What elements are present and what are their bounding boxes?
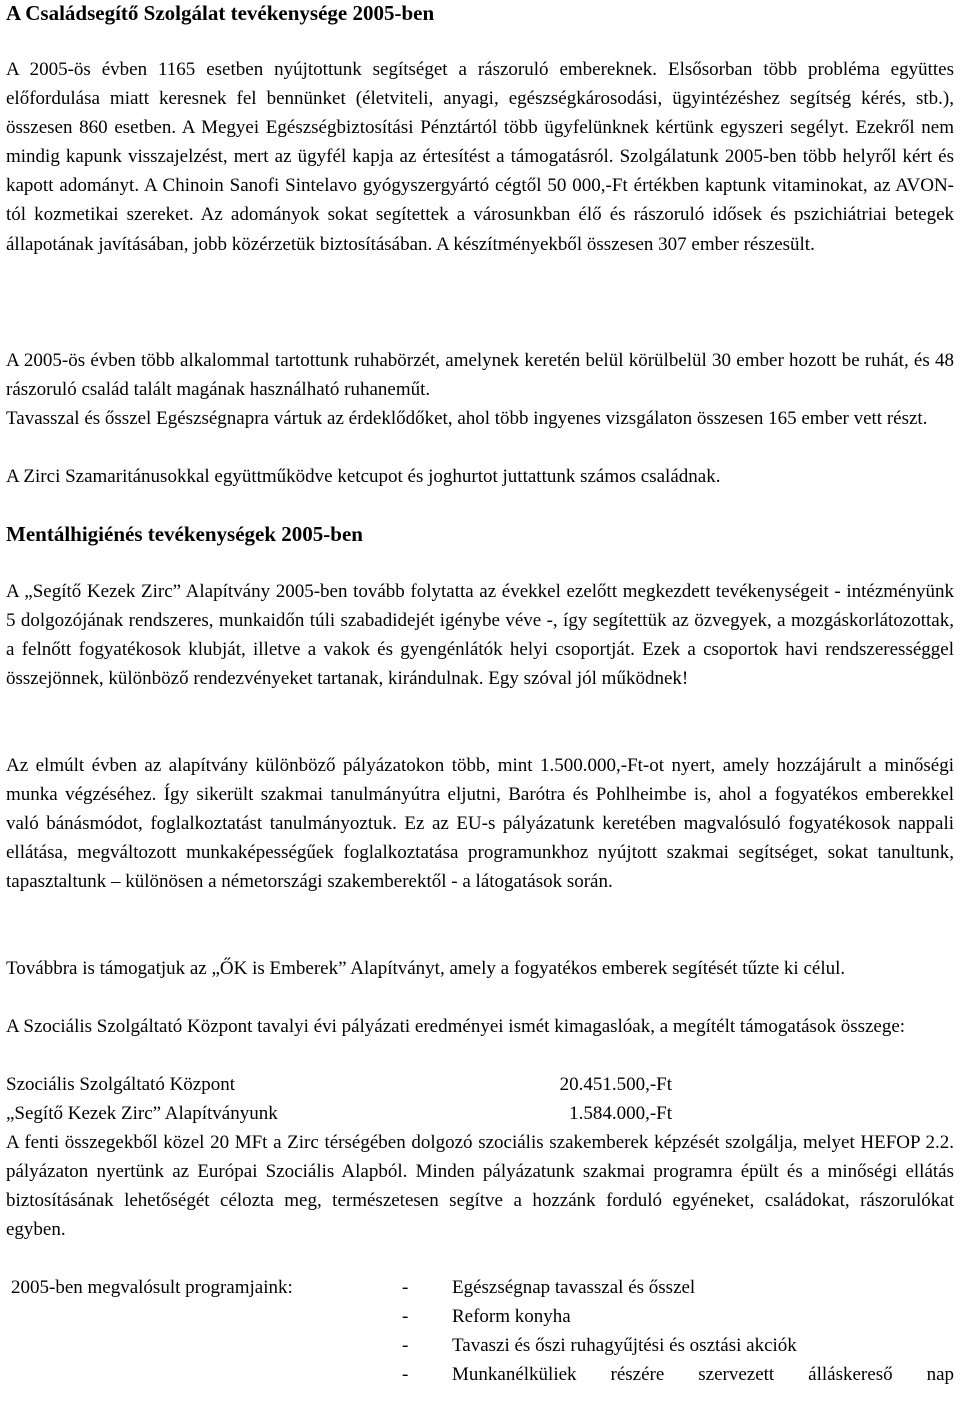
amount-value: 20.451.500,-Ft	[559, 1074, 672, 1095]
list-bullet-dash: -	[402, 1364, 409, 1385]
amount-name: Szociális Szolgáltató Központ	[6, 1074, 236, 1095]
project-list-item: Egészségnap tavasszal és ősszel	[452, 1277, 696, 1298]
paragraph-health-day: Tavasszal és ősszel Egészségnapra vártuk az érdeklődőket, ahol több ingyenes vizsgálaton összesen 165 ember vett részt.	[6, 408, 928, 429]
paragraph-ok-is-emberek: Továbbra is támogatjuk az „ŐK is Emberek” Alapítványt, amely a fogyatékos emberek segítését tűzte ki célul.	[6, 958, 846, 979]
project-list-item: Tavaszi és őszi ruhagyűjtési és osztási akciók	[452, 1335, 797, 1356]
project-list-item: Munkanélküliek részére szervezett álláskereső nap	[452, 1364, 954, 1385]
paragraph-clothing-exchange: A 2005-ös évben több alkalommal tartottunk ruhabörzét, amelynek keretén belül körülbelül 30 ember hozott be ruhát, és 48 rászoruló család talált magának használható ruhaneműt.	[6, 350, 954, 401]
amount-row	[6, 1099, 954, 1128]
amount-row	[6, 1070, 954, 1099]
section-title-mental-hygiene: Mentálhigiénés tevékenységek 2005-ben	[6, 522, 363, 546]
section-title-family-support: A Családsegítő Szolgálat tevékenysége 2005-ben	[6, 1, 435, 25]
paragraph-grants-study-trip: Az elmúlt évben az alapítvány különböző pályázatokon több, mint 1.500.000,-Ft-ot nyert, amely hozzájárult a minőségi munka végzéséhez. Így sikerült szakmai tanulmányútra eljutni, Barótra és Pohlheimbe is, ahol a fogyatékos emberekkel való bánásmódot, foglalkoztatást tanulmányoztuk. Ez az EU-s pályázatunk keretében magvalósuló fogyatékosok nappali ellátása, megváltozott munkaképességűek foglalkoztatása programunkhoz nyújtott szakmai segítséget, sokat tanultunk, tapasztaltunk – különösen a németországi szakemberektől - a látogatások során.	[6, 755, 954, 893]
paragraph-family-support-summary: A 2005-ös évben 1165 esetben nyújtottunk segítséget a rászoruló embereknek. Elsősorban több probléma együttes előfordulása miatt keresnek fel bennünket (életviteli, anyagi, egészségkárosodási, ügyintézéshez segítség kérés, stb.), összesen 860 esetben. A Megyei Egészségbiztosítási Pénztártól több ügyfelünknek kértünk egyszeri segélyt. Ezekről nem mindig kapunk visszajelzést, mert az ügyfél kapja az értesítést a támogatásról. Szolgálatunk 2005-ben több helyről kért és kapott adományt. A Chinoin Sanofi Sintelavo gyógyszergyártó cégtől 50 000,-Ft értékben kaptunk vitaminokat, az AVON-tól kozmetikai szereket. Az adományok sokat segítettek a városunkban élő és rászoruló idősek és pszichiátriai betegek állapotának javításában, jobb közérzetük biztosításában. A készítményekből összesen 307 ember részesült.	[6, 59, 954, 255]
list-bullet-dash: -	[402, 1306, 409, 1327]
project-list-item: Reform konyha	[452, 1306, 571, 1327]
amount-value: 1.584.000,-Ft	[569, 1103, 672, 1124]
list-bullet-dash: -	[402, 1277, 409, 1298]
projects-label: 2005-ben megvalósult programjaink:	[11, 1277, 293, 1298]
paragraph-grant-results: A Szociális Szolgáltató Központ tavalyi évi pályázati eredményei ismét kimagaslóak, a megítélt támogatások összege:	[6, 1016, 906, 1037]
paragraph-hefop-training: A fenti összegekből közel 20 MFt a Zirc térségében dolgozó szociális szakemberek képzését szolgálja, melyet HEFOP 2.2. pályázaton nyertünk az Európai Szociális Alapból. Minden pályázatunk szakmai programra épült és a minőségi ellátás biztosításának lehetőségét célozta meg, természetesen segítve a hozzánk forduló egyéneket, családokat, rászorulókat egyben.	[6, 1132, 954, 1241]
paragraph-samaritans: A Zirci Szamaritánusokkal együttműködve ketcupot és joghurtot juttattunk számos családnak.	[6, 466, 721, 487]
amount-name: „Segítő Kezek Zirc” Alapítványunk	[6, 1103, 278, 1124]
list-bullet-dash: -	[402, 1335, 409, 1356]
paragraph-foundation-activities: A „Segítő Kezek Zirc” Alapítvány 2005-ben tovább folytatta az évekkel ezelőtt megkezdett tevékenységeit - intézményünk 5 dolgozójának rendszeres, munkaidőn túli szabadidejét igénybe véve -, így segítettük az özvegyek, a mozgáskorlátozottak, a felnőtt fogyatékosok klubját, illetve a vakok és gyengénlátók helyi csoportját. Ezek a csoportok havi rendszerességgel összejönnek, különböző rendezvényeket tartanak, kirándulnak. Egy szóval jól működnek!	[6, 581, 954, 690]
